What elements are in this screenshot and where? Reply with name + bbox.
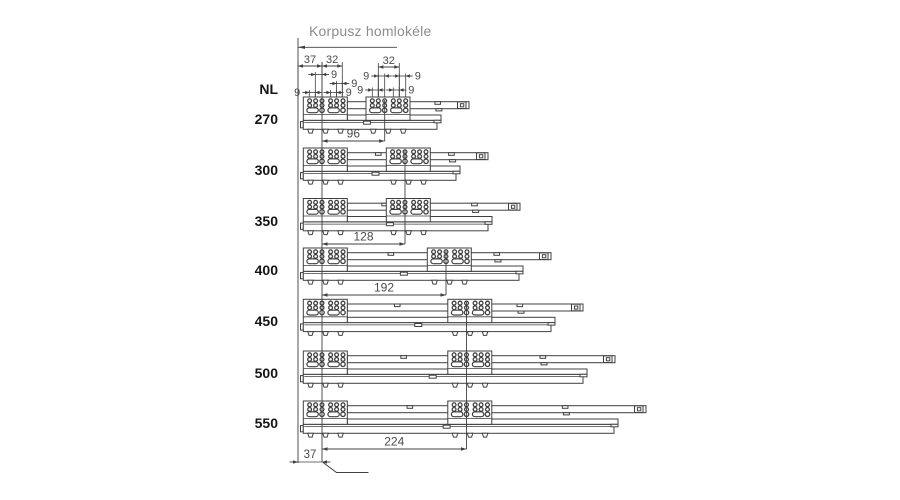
rear-bracket-550: [448, 401, 492, 424]
svg-text:32: 32: [382, 55, 395, 67]
svg-text:9: 9: [351, 78, 358, 90]
front-bracket-300: [303, 148, 347, 171]
page-title: Korpusz homlokéle: [309, 23, 432, 39]
svg-text:9: 9: [331, 69, 338, 81]
slide-assembly-450: [301, 299, 584, 335]
front-bracket-270: [303, 97, 347, 120]
rear-bracket-300: [386, 148, 430, 171]
rear-bracket-400: [427, 248, 471, 271]
slide-assembly-300: [301, 148, 489, 184]
slide-assembly-500: [301, 351, 616, 387]
front-bracket-400: [303, 248, 347, 271]
nl-value-400: 400: [254, 262, 278, 278]
slide-assembly-550: [301, 401, 647, 437]
cabinet-front-edge-arrow: [298, 46, 397, 49]
bottom-dimension-37: [290, 449, 331, 464]
front-bracket-500: [303, 351, 347, 374]
svg-text:37: 37: [303, 449, 317, 461]
svg-text:9: 9: [408, 84, 415, 97]
leader-line: [323, 463, 369, 473]
slide-assembly-400: [301, 248, 552, 284]
svg-text:9: 9: [294, 87, 301, 99]
front-bracket-350: [303, 199, 347, 222]
nl-value-300: 300: [254, 162, 278, 178]
front-bracket-450: [303, 299, 347, 322]
rear-bracket-350: [386, 199, 430, 222]
svg-text:9: 9: [345, 87, 352, 99]
front-bracket-550: [303, 401, 347, 424]
nl-column-header: NL: [259, 81, 278, 97]
nl-value-500: 500: [254, 365, 278, 381]
slide-assembly-350: [301, 199, 521, 235]
svg-text:9: 9: [357, 84, 364, 97]
svg-text:9: 9: [363, 70, 370, 83]
nl-value-450: 450: [254, 313, 278, 330]
nl-value-550: 550: [254, 415, 278, 431]
front-bracket-dimensions: [294, 54, 357, 99]
svg-text:224: 224: [384, 434, 405, 449]
svg-text:37: 37: [303, 54, 317, 66]
svg-text:32: 32: [326, 54, 339, 66]
rear-bracket-450: [448, 299, 492, 322]
rear-bracket-270: [366, 97, 410, 120]
rear-bracket-dimensions: [357, 55, 421, 97]
svg-text:128: 128: [353, 229, 374, 244]
svg-text:96: 96: [346, 126, 361, 141]
nl-value-350: 350: [254, 212, 278, 229]
svg-text:9: 9: [414, 70, 421, 83]
rear-bracket-500: [448, 351, 492, 374]
dimension-224: [322, 435, 467, 451]
svg-text:192: 192: [373, 280, 395, 295]
nl-value-270: 270: [254, 111, 278, 127]
